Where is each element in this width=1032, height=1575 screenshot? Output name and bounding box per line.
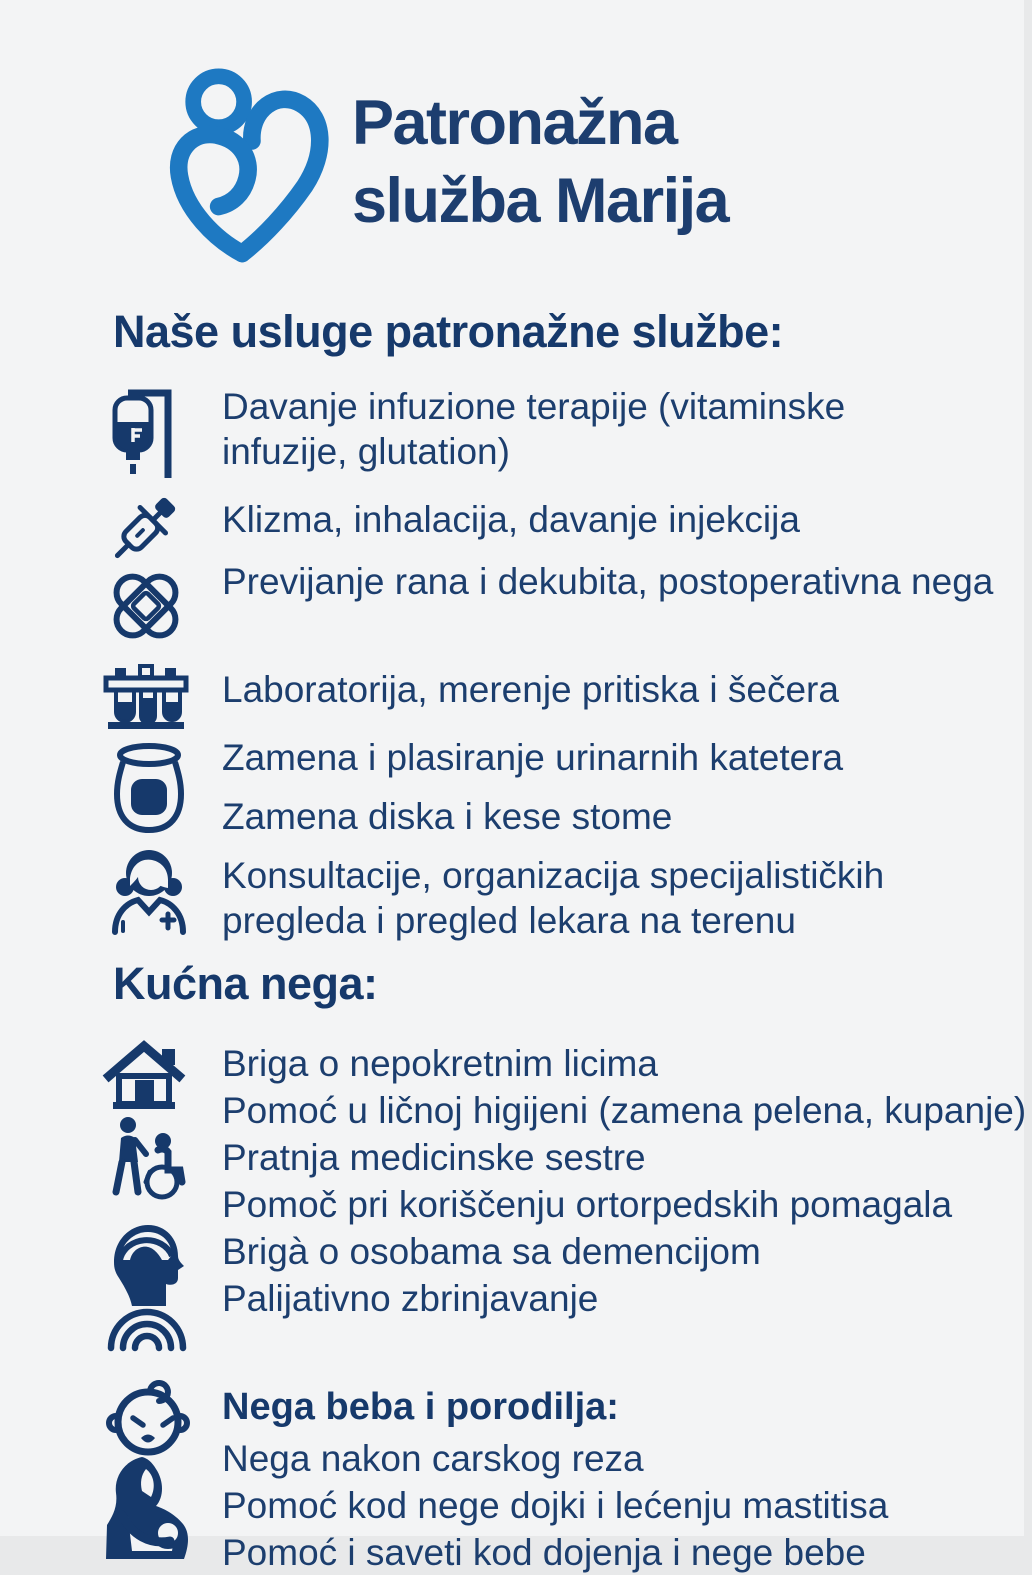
baby-care-item-mastitis: Pomoć kod nege dojki i lećenju mastitisa [222,1485,889,1526]
caregiver-wheelchair-icon [106,1116,190,1204]
page-title [352,84,728,240]
iv-drip-icon [112,388,176,482]
home-care-item-immobile: Briga o nepokretnim licima [222,1043,658,1084]
house-icon [104,1040,184,1112]
stoma-jar-icon [112,742,186,836]
service-item-consultations: Konsultacije, organizacija specijalističkih pregleda i pregled lekara na terenu [222,855,885,941]
service-item-wound-care: Previjanje rana i dekubita, postoperativna nega [222,561,994,602]
rainbow-icon [106,1288,188,1352]
mother-baby-icon [102,1455,194,1559]
home-care-list [222,1040,1032,1322]
mother-heart-logo [156,56,342,268]
home-care-item-orthopedic-aids: Pomoč pri koriščenju ortorpedskih pomagala [222,1184,953,1225]
baby-care-item-partial-line: Pomoć i saveti kod dojenja i nege bebe [222,1532,866,1573]
adhesive-bandage-icon [104,564,188,648]
service-item-stoma: Zamena diska i kese stome [222,796,673,837]
baby-face-icon [108,1376,188,1460]
page-title-line2: služba Marija [352,166,729,236]
service-item-catheters: Zamena i plasiranje urinarnih katetera [222,737,844,778]
service-item-lab: Laboratorija, merenje pritiska i šečera [222,669,839,710]
service-item-injections: Klizma, inhalacija, davanje injekcija [222,499,800,540]
nurse-icon [108,846,190,934]
baby-care-heading: Nega beba i porodilja: [222,1386,619,1428]
services-heading: Naše usluge patronažne službe: [113,306,784,357]
service-item-infusion: Davanje infuzione terapije (vitaminske infuzije, glutation) [222,386,846,472]
home-care-item-nurse-escort: Pratnja medicinske sestre [222,1137,646,1178]
home-care-item-palliative: Palijativno zbrinjavanje [222,1278,599,1319]
syringe-icon [104,490,186,566]
home-care-item-dementia: Brigà o osobama sa demencijom [222,1231,761,1272]
test-tubes-icon [104,666,188,730]
baby-care-item-csection: Nega nakon carskog reza [222,1438,644,1479]
mother-heart-logo-icon [156,56,342,268]
page-title-line1: Patronažna [352,88,677,158]
home-care-heading: Kućna nega: [113,958,378,1009]
home-care-item-hygiene: Pomoć u ličnoj higijeni (zamena pelena, kupanje) [222,1090,1027,1131]
